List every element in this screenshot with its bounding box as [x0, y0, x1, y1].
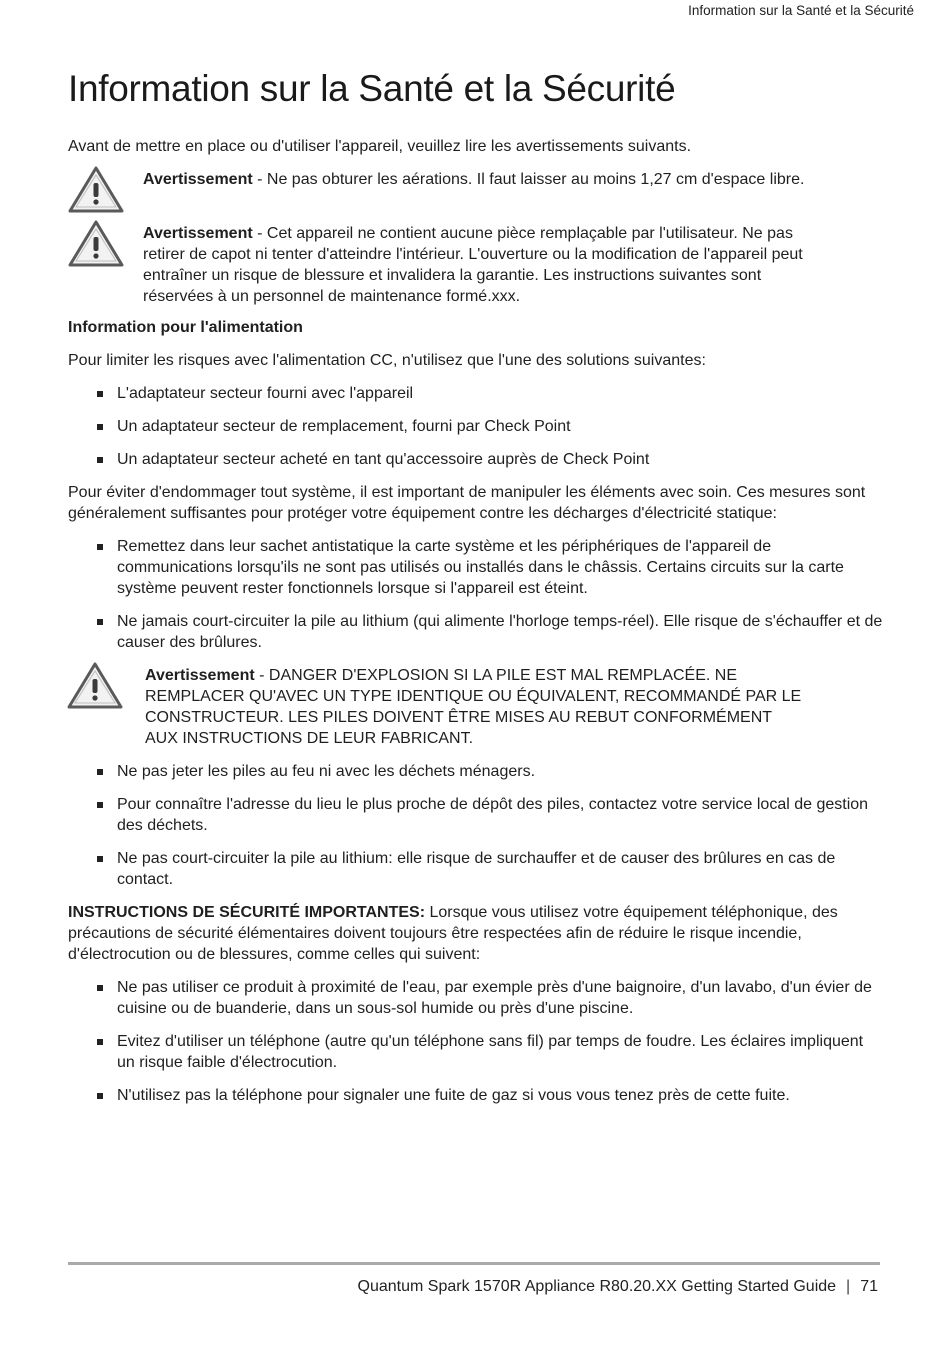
- list-item-text: L'adaptateur secteur fourni avec l'appareil: [117, 385, 414, 402]
- page-footer: [358, 1278, 878, 1296]
- safety-label: INSTRUCTIONS DE SÉCURITÉ IMPORTANTES:: [68, 904, 426, 921]
- warning-block-ventilation: [68, 169, 883, 214]
- safety-paragraph: [68, 902, 883, 965]
- bullet-square-icon: [97, 424, 103, 430]
- bullet-square-icon: [97, 1093, 103, 1099]
- safety-text: Lorsque vous utilisez votre équipement téléphonique, des précautions de sécurité élémentaires doivent toujours être respectées afin de réduire le risque incendie, d'électrocution ou de blessures, comme celles qui suivent:: [68, 904, 838, 963]
- list-item: [68, 1031, 883, 1073]
- damage-precautions-list: [68, 536, 883, 890]
- list-item: [68, 1085, 883, 1106]
- bullet-square-icon: [97, 802, 103, 808]
- list-item: [68, 536, 883, 599]
- list-item: [68, 449, 883, 470]
- list-item-text: N'utilisez pas la téléphone pour signaler une fuite de gaz si vous vous tenez près de cette fuite.: [117, 1087, 790, 1104]
- warning-text: [143, 223, 883, 307]
- list-item: [68, 794, 883, 836]
- bullet-square-icon: [97, 391, 103, 397]
- footer-separator: |: [846, 1278, 851, 1295]
- page-number: 71: [860, 1278, 878, 1295]
- page-title: Information sur la Santé et la Sécurité: [68, 68, 676, 109]
- list-item-text: Un adaptateur secteur acheté en tant qu'accessoire auprès de Check Point: [117, 451, 650, 468]
- running-header: Information sur la Santé et la Sécurité: [688, 3, 914, 18]
- warning-label: Avertissement: [145, 667, 255, 684]
- list-item: [68, 416, 883, 437]
- safety-list: [68, 977, 883, 1106]
- bullet-square-icon: [97, 856, 103, 862]
- list-item-text: Remettez dans leur sachet antistatique la carte système et les périphériques de l'appareil de communications lorsqu'ils ne sont pas utilisés ou installés dans le châssis. Certains circuits sur la carte système peuvent rester fonctionnels lorsque si l'appareil est éteint.: [117, 538, 844, 597]
- list-item: [68, 848, 883, 890]
- intro-paragraph: Avant de mettre en place ou d'utiliser l'appareil, veuillez lire les avertissements suivants.: [68, 138, 692, 155]
- list-item-text: Evitez d'utiliser un téléphone (autre qu'un téléphone sans fil) par temps de foudre. Les éclaires impliquent un risque faible d'électrocution.: [117, 1033, 864, 1071]
- bullet-square-icon: [97, 544, 103, 550]
- list-item: [68, 611, 883, 749]
- damage-paragraph: Pour éviter d'endommager tout système, il est important de manipuler les éléments avec soin. Ces mesures sont généralement suffisantes pour protéger votre équipement contre les décharges d'électricité statique:: [68, 484, 866, 522]
- page-content: [68, 136, 883, 1118]
- bullet-square-icon: [97, 985, 103, 991]
- power-intro: Pour limiter les risques avec l'alimentation CC, n'utilisez que l'une des solutions suivantes:: [68, 352, 706, 369]
- warning-text: [143, 169, 883, 190]
- list-item-text: Un adaptateur secteur de remplacement, fourni par Check Point: [117, 418, 571, 435]
- list-item-text: Ne jamais court-circuiter la pile au lithium (qui alimente l'horloge temps-réel). Elle risque de s'échauffer et de causer des brûlures.: [117, 613, 883, 651]
- warning-triangle-icon: [67, 662, 123, 710]
- footer-guide-title: Quantum Spark 1570R Appliance R80.20.XX Getting Started Guide: [357, 1278, 837, 1295]
- warning-triangle-icon: [68, 166, 124, 214]
- list-item-text: Ne pas court-circuiter la pile au lithium: elle risque de surchauffer et de causer des brûlures en cas de contact.: [117, 850, 836, 888]
- battery-warning-block: [67, 665, 883, 749]
- warning-triangle-icon: [68, 220, 124, 268]
- warning-block-no-user-parts: [68, 223, 883, 307]
- footer-divider: [68, 1262, 880, 1265]
- warning-label: Avertissement: [143, 225, 253, 242]
- bullet-square-icon: [97, 1039, 103, 1045]
- list-item: [68, 761, 883, 782]
- warning-body: - Ne pas obturer les aérations. Il faut laisser au moins 1,27 cm d'espace libre.: [252, 171, 805, 188]
- list-item: [68, 977, 883, 1019]
- list-item-text: Ne pas jeter les piles au feu ni avec les déchets ménagers.: [117, 763, 536, 780]
- warning-label: Avertissement: [143, 171, 253, 188]
- list-item: [68, 383, 883, 404]
- warning-text: [145, 665, 883, 749]
- warning-body: - DANGER D'EXPLOSION SI LA PILE EST MAL REMPLACÉE. NE REMPLACER QU'AVEC UN TYPE IDENTIQUE OU ÉQUIVALENT, RECOMMANDÉ PAR LE CONSTRUCTEUR. LES PILES DOIVENT ÊTRE MISES AU REBUT CONFORMÉMENT AUX INSTRUCTIONS DE LEUR FABRICANT.: [145, 667, 802, 747]
- bullet-square-icon: [97, 457, 103, 463]
- list-item-text: Ne pas utiliser ce produit à proximité de l'eau, par exemple près d'une baignoire, d'un lavabo, d'un évier de cuisine ou de buanderie, dans un sous-sol humide ou près d'une piscine.: [117, 979, 872, 1017]
- power-section-heading: Information pour l'alimentation: [68, 319, 303, 336]
- warning-body: - Cet appareil ne contient aucune pièce remplaçable par l'utilisateur. Ne pas retirer de capot ni tenter d'atteindre l'intérieur. L'ouverture ou la modification de l'appareil peut entraîner un risque de blessure et invalidera la garantie. Les instructions suivantes sont réservées à un personnel de maintenance formé.xxx.: [143, 225, 803, 305]
- bullet-square-icon: [97, 619, 103, 625]
- bullet-square-icon: [97, 769, 103, 775]
- power-options-list: [68, 383, 883, 470]
- list-item-text: Pour connaître l'adresse du lieu le plus proche de dépôt des piles, contactez votre service local de gestion des déchets.: [117, 796, 869, 834]
